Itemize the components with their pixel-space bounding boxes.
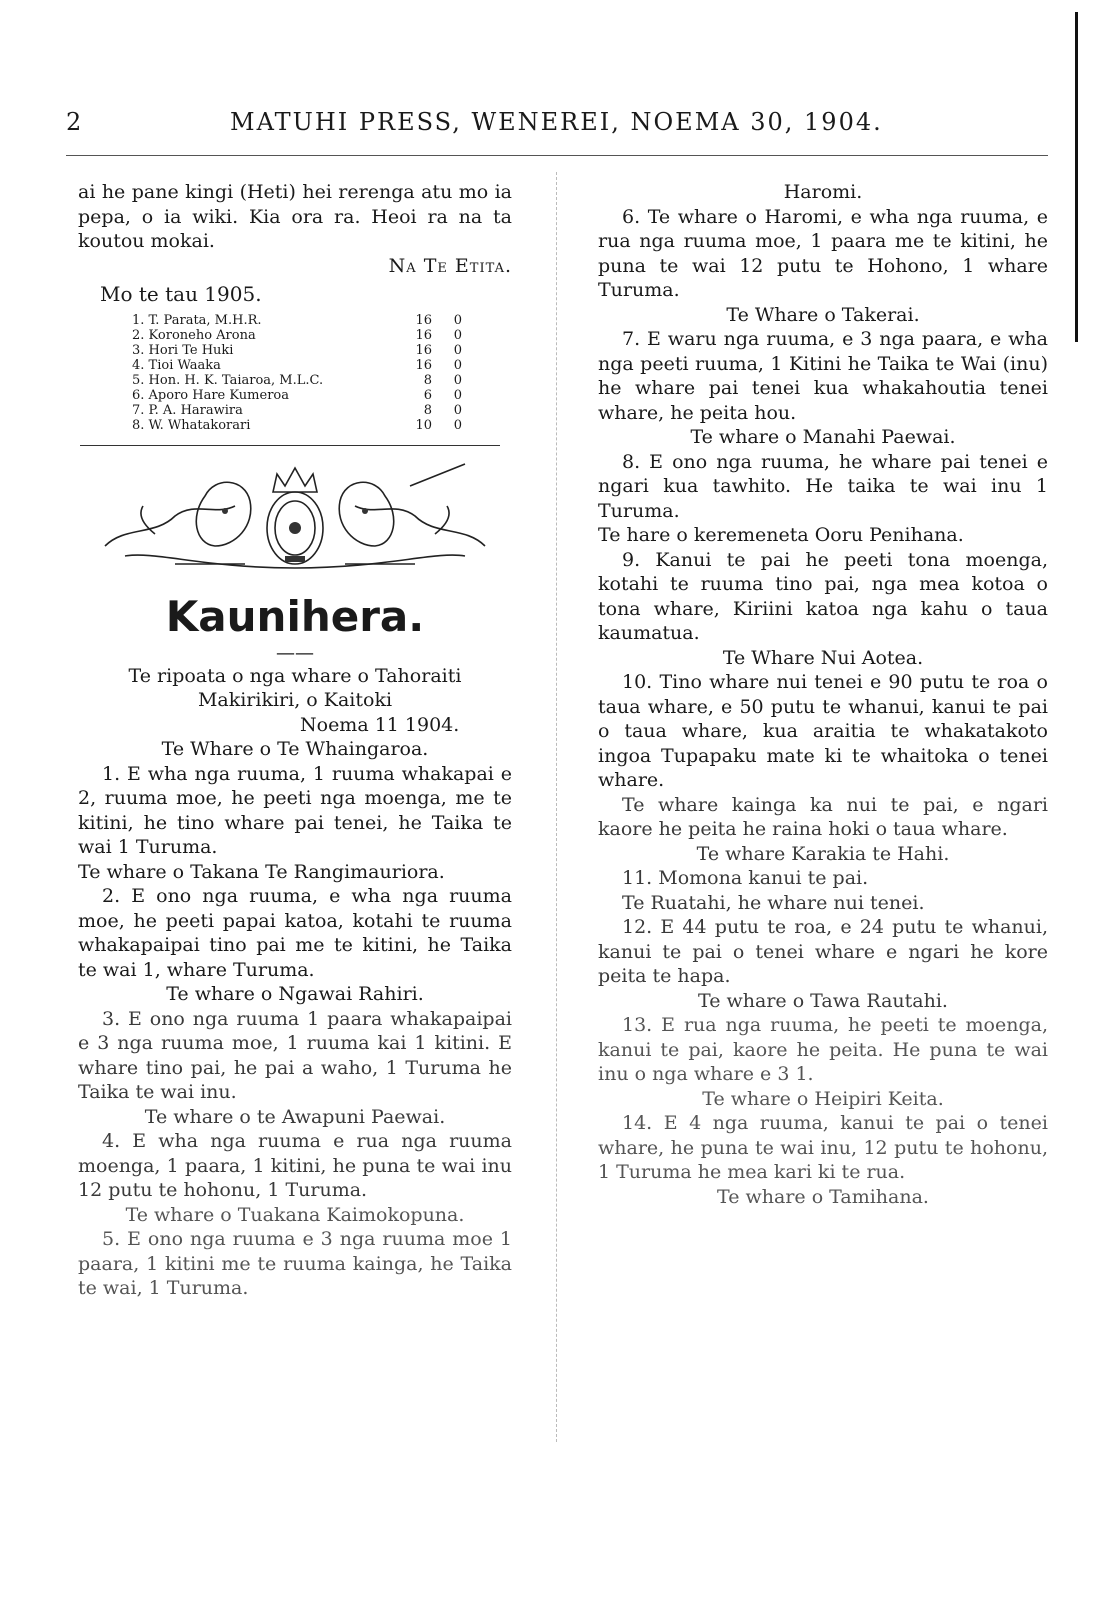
paragraph: Te whare kainga ka nui te pai, e ngari kaore he peita he raina hoki o taua whare.	[598, 793, 1048, 840]
subheading: Te whare Karakia te Hahi.	[696, 842, 950, 865]
margin-mark	[1075, 12, 1078, 342]
list-item: 1. T. Parata, M.H.R. 16 0	[132, 312, 462, 328]
subscriptions-title: Mo te tau 1905.	[100, 282, 262, 306]
subheading: Te whare o Tawa Rautahi.	[698, 989, 948, 1012]
paragraph: 7. E waru nga ruuma, e 3 nga paara, e wha nga peeti ruuma, 1 Kitini he Taika te Wai (inu) he whare pai tenei kua whakahoutia tenei whare, he peita hou.	[598, 328, 1048, 424]
right-column	[598, 180, 1048, 1209]
page-number: 2	[66, 108, 82, 136]
paragraph: 12. E 44 putu te roa, e 24 putu te whanui, kanui te pai o tenei whare e ngari he kore peita te hapa.	[598, 916, 1048, 987]
section-heading: Kaunihera.	[165, 591, 425, 641]
paragraph: 13. E rua nga ruuma, he peeti te moenga, kanui te pai, kaore he peita. He puna te wai inu o nga whare e 3 1.	[598, 1014, 1048, 1085]
list-item: 3. Hori Te Huki 16 0	[132, 342, 462, 358]
list-item: 7. P. A. Harawira 8 0	[132, 402, 462, 418]
paragraph: 5. E ono nga ruuma e 3 nga ruuma moe 1 paara, 1 kitini me te ruuma kainga, he Taika te wai, 1 Turuma.	[78, 1228, 512, 1299]
paragraph: 4. E wha nga ruuma e rua nga ruuma moenga, 1 paara, 1 kitini, he puna te wai inu 12 putu te hohonu, 1 Turuma.	[78, 1130, 512, 1201]
paragraph: 1. E wha nga ruuma, 1 ruuma whakapai e 2, ruuma moe, he peeti nga moenga, me te kitini, he tino whare pai tenei, he Taika te wai 1 Turuma.	[78, 762, 512, 858]
paragraph: 14. E 4 nga ruuma, kanui te pai o tenei whare, he puna te wai inu, 12 putu te hohonu, 1 Turuma he mea kari ki te rua.	[598, 1112, 1048, 1183]
list-item: 2. Koroneho Arona 16 0	[132, 327, 462, 343]
subheading: Te Whare o Te Whaingaroa.	[161, 738, 429, 760]
list-item: 6. Aporo Hare Kumeroa 6 0	[132, 387, 462, 403]
header-rule	[66, 155, 1048, 156]
subheading: Te whare o Ngawai Rahiri.	[166, 983, 424, 1005]
report-date: Noema 11 1904.	[300, 713, 460, 736]
subscriptions-list	[132, 313, 462, 433]
left-column	[78, 180, 512, 1301]
paragraph: 8. E ono nga ruuma, he whare pai tenei e ngari kua tawhito. He taika te wai inu 1 Turuma.	[598, 450, 1048, 522]
report-title-line2: Makirikiri, o Kaitoki	[197, 689, 393, 711]
paragraph: 9. Kanui te pai he peeti tona moenga, kotahi te ruuma tino pai, nga mea kotoa o tona whare, Kiriini katoa nga kahu o taua kaumatua.	[598, 548, 1048, 644]
column-rule	[556, 172, 557, 1442]
royal-crest-image	[85, 456, 505, 578]
paragraph: 10. Tino whare nui tenei e 90 putu te roa o taua whare, e 50 putu te whanui, kanui te pai o taua whare, kua araitia te whakatakoto ingoa Tupapaku mate ki te whaitoka o tenei whare.	[598, 671, 1048, 791]
editor-signature: Na Te Etita.	[388, 254, 512, 277]
heading-rule: ——	[276, 641, 314, 664]
running-title: MATUHI PRESS, WENEREI, NOEMA 30, 1904.	[230, 108, 883, 136]
subheading: Te whare o Manahi Paewai.	[690, 426, 956, 448]
list-item: 8. W. Whatakorari 10 0	[132, 417, 462, 433]
subheading: Haromi.	[783, 181, 863, 203]
list-item: 5. Hon. H. K. Taiaroa, M.L.C. 8 0	[132, 372, 462, 388]
paragraph: 11. Momona kanui te pai.	[622, 867, 869, 889]
subheading: Te whare o Tuakana Kaimokopuna.	[125, 1203, 465, 1226]
subheading: Te whare o te Awapuni Paewai.	[144, 1105, 446, 1128]
subheading: Te whare o Heipiri Keita.	[702, 1087, 944, 1110]
paragraph: 3. E ono nga ruuma 1 paara whakapaipai e 3 nga ruuma moe, 1 ruuma kai 1 kitini. E whare tino pai, he pai a waho, 1 Turuma he Taika te wai inu.	[78, 1007, 512, 1103]
subheading: Te whare o Takana Te Rangimauriora.	[78, 860, 445, 883]
section-divider	[80, 445, 500, 446]
list-item: 4. Tioi Waaka 16 0	[132, 357, 462, 373]
subheading: Te Whare o Takerai.	[726, 303, 920, 326]
paragraph: 6. Te whare o Haromi, e wha nga ruuma, e rua nga ruuma moe, 1 paara me te kitini, he puna te wai 12 putu te Hohono, 1 whare Turuma.	[598, 205, 1048, 301]
subheading: Te hare o keremeneta Ooru Penihana.	[598, 524, 964, 546]
report-title-line1: Te ripoata o nga whare o Tahoraiti	[128, 664, 462, 687]
intro-paragraph: ai he pane kingi (Heti) hei rerenga atu mo ia pepa, o ia wiki. Kia ora ra. Heoi ra na ta koutou mokai.	[78, 181, 512, 252]
subheading: Te Whare Nui Aotea.	[722, 646, 924, 669]
paragraph: Te Ruatahi, he whare nui tenei.	[622, 891, 925, 914]
subheading: Te whare o Tamihana.	[717, 1185, 929, 1208]
paragraph: 2. E ono nga ruuma, e wha nga ruuma moe, he peeti papai katoa, kotahi te ruuma whakapaipai tino pai me te kitini, he Taika te wai 1, whare Turuma.	[78, 885, 512, 981]
